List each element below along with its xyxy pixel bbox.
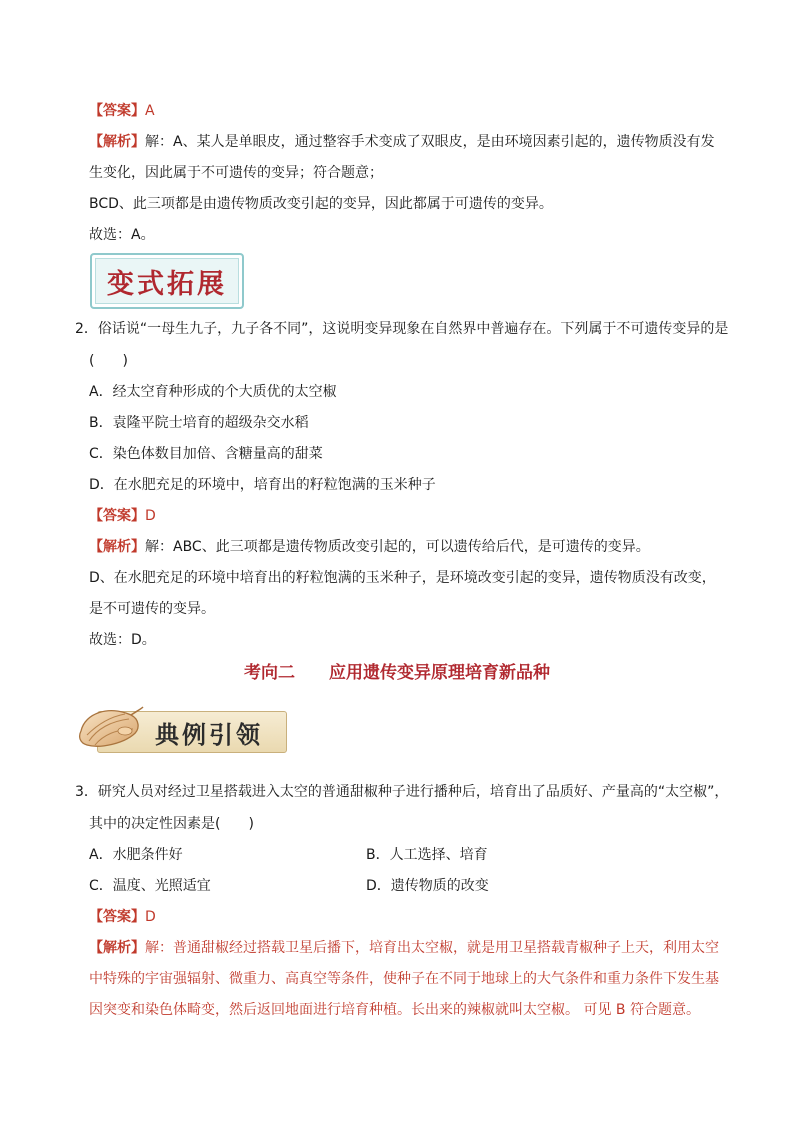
q2-analysis-line1 — [89, 537, 729, 557]
answer-value: D — [145, 508, 156, 524]
answer-tag: 【答案】 — [89, 103, 145, 119]
q2-stem-line2: ( ) — [89, 353, 128, 369]
analysis-text: 解：普通甜椒经过搭载卫星后播下，培育出太空椒，就是用卫星搭载青椒种子上天，利用太空 — [145, 940, 719, 956]
answer-value: A — [145, 103, 155, 119]
q2-option-d: D．在水肥充足的环境中，培育出的籽粒饱满的玉米种子 — [89, 477, 436, 493]
q2-analysis-line2: D、在水肥充足的环境中培育出的籽粒饱满的玉米种子，是环境改变引起的变异，遗传物质没有改变， — [89, 570, 716, 586]
banner-label: 典例引领 — [155, 720, 263, 749]
conch-shell-icon — [75, 701, 145, 757]
q1-analysis-line1 — [89, 132, 729, 152]
q1-answer — [89, 101, 729, 121]
section-title: 考向二 应用遗传变异原理培育新品种 — [244, 663, 550, 683]
q2-analysis-line3: 是不可遗传的变异。 — [89, 601, 215, 617]
q2-answer — [89, 506, 729, 526]
analysis-tag: 【解析】 — [89, 940, 145, 956]
q3-answer — [89, 907, 729, 927]
q3-option-b: B．人工选择、培育 — [366, 847, 488, 863]
q2-option-c: C．染色体数目加倍、含糖量高的甜菜 — [89, 446, 323, 462]
analysis-text: 解：ABC、此三项都是遗传物质改变引起的，可以遗传给后代，是可遗传的变异。 — [145, 539, 650, 555]
answer-value: D — [145, 909, 156, 925]
variant-extension-banner — [90, 253, 244, 309]
q3-option-c: C．温度、光照适宜 — [89, 878, 211, 894]
q1-analysis-line3: BCD、此三项都是由遗传物质改变引起的变异，因此都属于可遗传的变异。 — [89, 196, 553, 212]
answer-tag: 【答案】 — [89, 508, 145, 524]
q3-stem-line1: 3．研究人员对经过卫星搭载进入太空的普通甜椒种子进行播种后，培育出了品质好、产量高的“太空椒”， — [75, 784, 729, 800]
q1-conclusion: 故选：A。 — [89, 227, 155, 243]
analysis-tag: 【解析】 — [89, 539, 145, 555]
q3-analysis-line1 — [89, 938, 729, 958]
q1-analysis-line2: 生变化，因此属于不可遗传的变异；符合题意； — [89, 165, 383, 181]
q2-option-b: B．袁隆平院士培育的超级杂交水稻 — [89, 415, 309, 431]
banner-label: 变式拓展 — [107, 268, 227, 300]
q2-option-a: A．经太空育种形成的个大质优的太空椒 — [89, 384, 337, 400]
q3-stem-line2: 其中的决定性因素是( ) — [89, 816, 254, 832]
q2-stem-line1: 2．俗话说“一母生九子，九子各不同”，这说明变异现象在自然界中普遍存在。下列属于不可遗传变异的是 — [75, 321, 729, 337]
analysis-tag: 【解析】 — [89, 134, 145, 150]
q2-conclusion: 故选：D。 — [89, 632, 156, 648]
answer-tag: 【答案】 — [89, 909, 145, 925]
q3-analysis-line2: 中特殊的宇宙强辐射、微重力、高真空等条件，使种子在不同于地球上的大气条件和重力条件下发生基 — [89, 971, 719, 987]
analysis-text: 解：A、某人是单眼皮，通过整容手术变成了双眼皮，是由环境因素引起的，遗传物质没有发 — [145, 134, 715, 150]
q3-option-a: A．水肥条件好 — [89, 847, 183, 863]
q3-option-d: D．遗传物质的改变 — [366, 878, 489, 894]
q3-analysis-line3: 因突变和染色体畸变，然后返回地面进行培育种植。长出来的辣椒就叫太空椒。 可见 B 符合题意。 — [89, 1002, 700, 1018]
typical-example-banner — [75, 701, 287, 757]
